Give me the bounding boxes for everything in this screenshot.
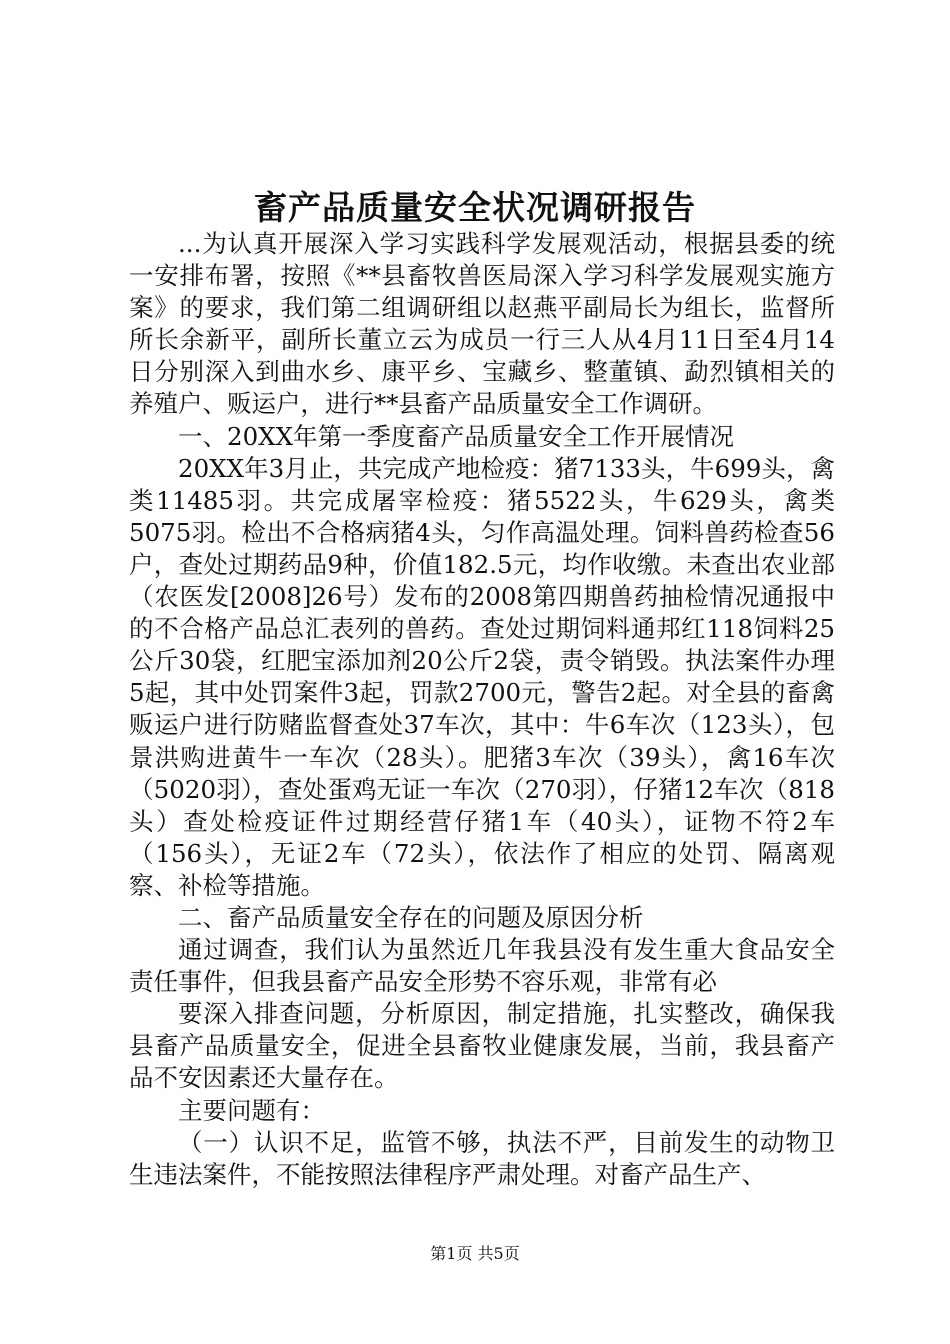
paragraph-investigation: 通过调查，我们认为虽然近几年我县没有发生重大食品安全责任事件，但我县畜产品安全形势不容乐观，非常有必 <box>129 935 835 997</box>
paragraph-statistics: 20XX年3月止，共完成产地检疫：猪7133头，牛699头，禽类11485羽。共完成屠宰检疫：猪5522头，牛629头，禽类5075羽。检出不合格病猪4头，匀作高温处理。饲料兽药检查56户，查处过期药品9种，价值182.5元，均作收缴。未查出农业部（农医发[2008]26号）发布的2008第四期兽药抽检情况通报中的不合格产品总汇表列的兽药。查处过期饲料通邦红118饲料25公斤30袋，红肥宝添加剂20公斤2袋，责令销毁。执法案件办理5起，其中处罚案件3起，罚款2700元，警告2起。对全县的畜禽贩运户进行防赌监督查处37车次，其中：牛6车次（123头），包景洪购进黄牛一车次（28头）。肥猪3车次（39头），禽16车次（5020羽），查处蛋鸡无证一车次（270羽），仔猪12车次（818头）查处检疫证件过期经营仔猪1车（40头），证物不符2车（156头），无证2车（72头），依法作了相应的处罚、隔离观察、补检等措施。 <box>129 453 835 900</box>
section-heading-2: 二、畜产品质量安全存在的问题及原因分析 <box>178 902 644 932</box>
section-heading-1: 一、20XX年第一季度畜产品质量安全工作开展情况 <box>178 421 735 451</box>
paragraph-investigation-continued: 要深入排查问题，分析原因，制定措施，扎实整改，确保我县畜产品质量安全，促进全县畜牧业健康发展，当前，我县畜产品不安因素还大量存在。 <box>129 999 835 1093</box>
paragraph-main-problems-label: 主要问题有： <box>178 1095 325 1125</box>
paragraph-intro: ...为认真开展深入学习实践科学发展观活动，根据县委的统一安排布署，按照《**县畜牧兽医局深入学习科学发展观实施方案》的要求，我们第二组调研组以赵燕平副局长为组长，监督所所长余新平，副所长董立云为成员一行三人从4月11日至4月14日分别深入到曲水乡、康平乡、宝藏乡、整董镇、勐烈镇相关的养殖户、贩运户，进行**县畜产品质量安全工作调研。 <box>129 229 835 419</box>
page-footer: 第1页 共5页 <box>430 1244 520 1263</box>
document-body <box>129 228 835 1191</box>
document-title: 畜产品质量安全状况调研报告 <box>254 188 696 227</box>
paragraph-problem-1: （一）认识不足，监管不够，执法不严，目前发生的动物卫生违法案件，不能按照法律程序严肃处理。对畜产品生产、 <box>129 1127 835 1189</box>
